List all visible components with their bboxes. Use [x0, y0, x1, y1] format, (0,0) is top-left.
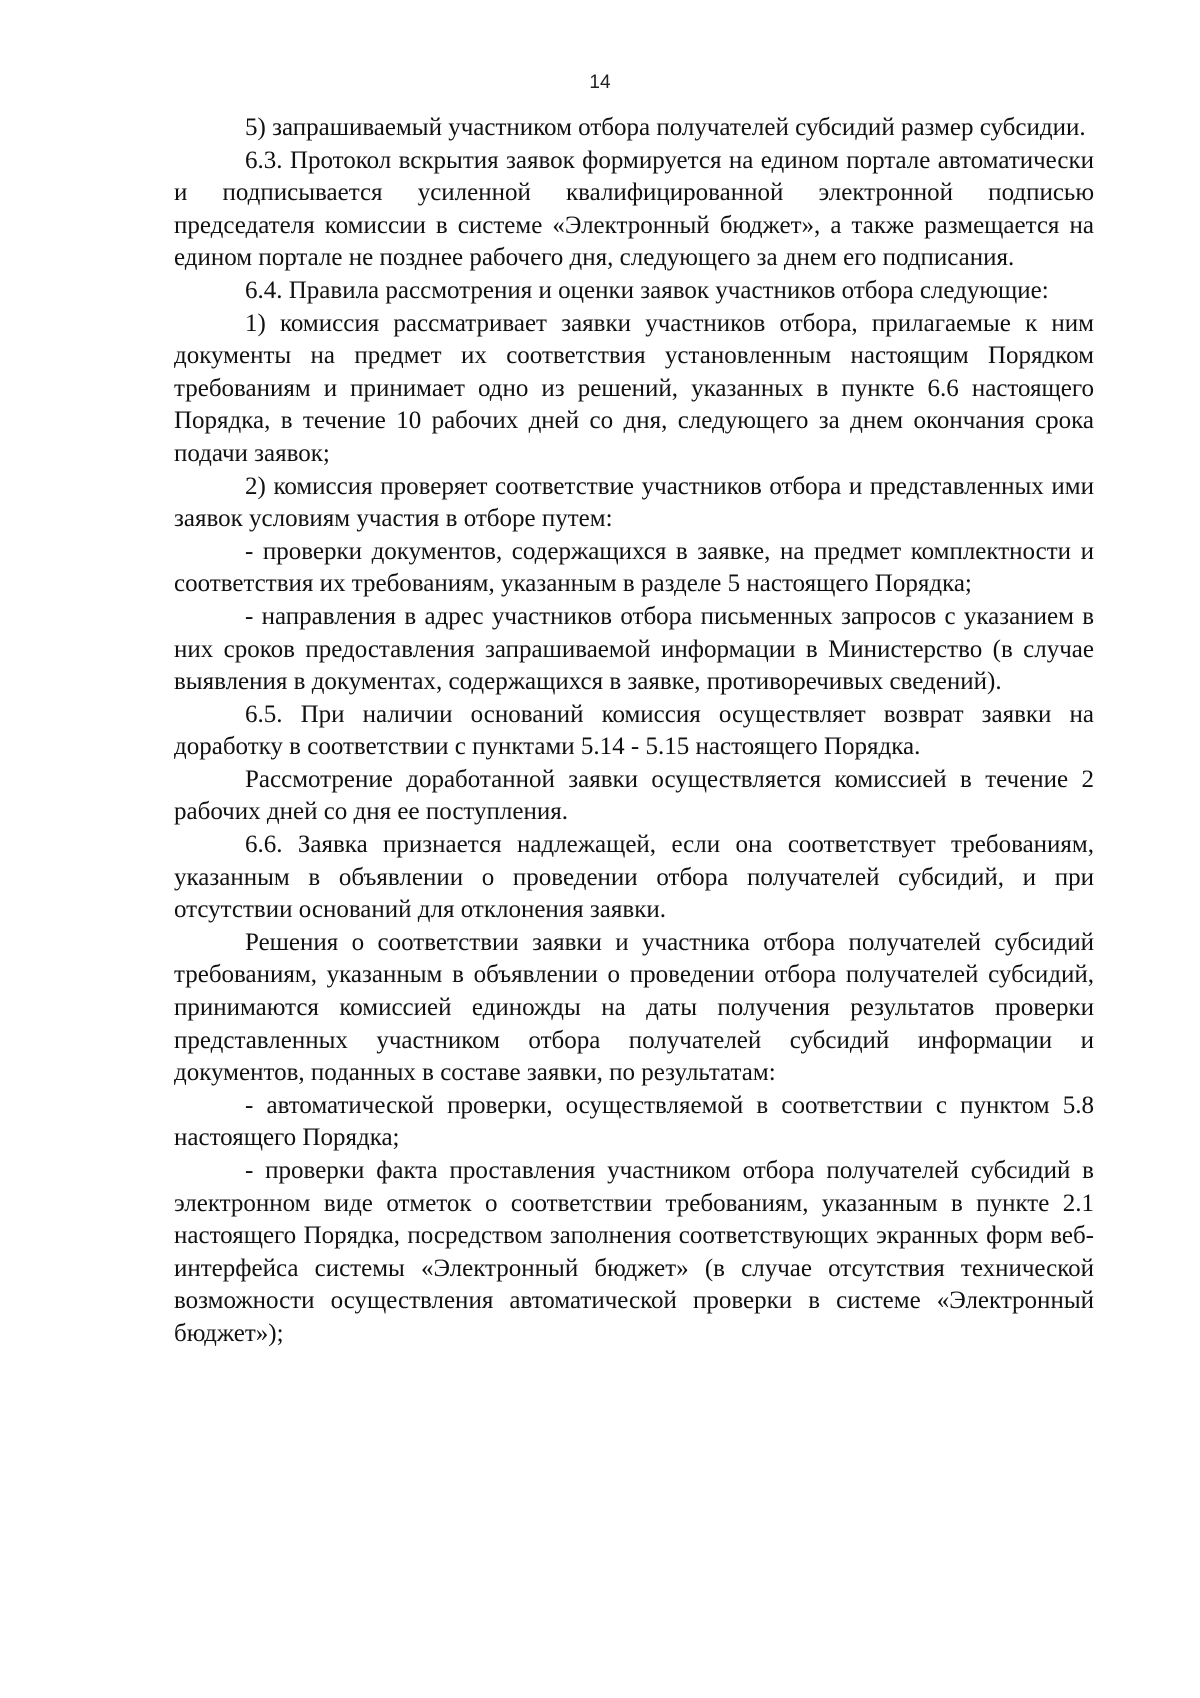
paragraph-send-requests: - направления в адрес участников отбора письменных запросов с указанием в них сроков предоставления запрашиваемой информации в Министерство (в случае выявления в документах, содержащихся в заявке, противоречивых сведений). — [174, 602, 1094, 696]
paragraph-automatic-check: - автоматической проверки, осуществляемой в соответствии с пунктом 5.8 настоящего Порядка; — [174, 1091, 1094, 1152]
paragraph-check-documents: - проверки документов, содержащихся в заявке, на предмет комплектности и соответствия их требованиям, указанным в разделе 5 настоящего Порядка; — [174, 537, 1094, 598]
paragraph-item-5-subsidy-size: 5) запрашиваемый участником отбора получателей субсидий размер субсидии. — [245, 114, 1086, 141]
page-number: 14 — [589, 72, 611, 93]
paragraph-6-5: 6.5. При наличии оснований комиссия осуществляет возврат заявки на доработку в соответствии с пунктами 5.14 - 5.15 настоящего Порядка. — [174, 700, 1094, 761]
paragraph-6-4-item-1: 1) комиссия рассматривает заявки участников отбора, прилагаемые к ним документы на предмет их соответствия установленным настоящим Порядком требованиям и принимает одно из решений, указанных в пункте 6.6 настоящего Порядка, в течение 10 рабочих дней со дня, следующего за днем окончания срока подачи заявок; — [174, 309, 1094, 467]
paragraph-marks-check: - проверки факта проставления участником отбора получателей субсидий в электронном виде отметок о соответствии требованиям, указанным в пункте 2.1 настоящего Порядка, посредством заполнения соответствующих экранных форм веб-интерфейса системы «Электронный бюджет» (в случае отсутствия технической возможности осуществления автоматической проверки в системе «Электронный бюджет»); — [174, 1157, 1094, 1347]
paragraph-6-4-item-2: 2) комиссия проверяет соответствие участников отбора и представленных ими заявок условиям участия в отборе путем: — [174, 472, 1094, 533]
paragraph-revised-review: Рассмотрение доработанной заявки осуществляется комиссией в течение 2 рабочих дней со дня ее поступления. — [174, 765, 1094, 826]
paragraph-6-6: 6.6. Заявка признается надлежащей, если она соответствует требованиям, указанным в объявлении о проведении отбора получателей субсидий, и при отсутствии оснований для отклонения заявки. — [174, 831, 1094, 924]
paragraph-6-4: 6.4. Правила рассмотрения и оценки заявок участников отбора следующие: — [245, 276, 1049, 304]
document-body — [174, 112, 1094, 1351]
paragraph-decisions: Решения о соответствии заявки и участника отбора получателей субсидий требованиям, указанным в объявлении о проведении отбора получателей субсидий, принимаются комиссией единожды на даты получения результатов проверки представленных участником отбора получателей субсидий информации и документов, поданных в составе заявки, по результатам: — [174, 928, 1094, 1087]
paragraph-6-3: 6.3. Протокол вскрытия заявок формируется на едином портале автоматически и подписывается усиленной квалифицированной электронной подписью председателя комиссии в системе «Электронный бюджет», а также размещается на едином портале не позднее рабочего дня, следующего за днем его подписания. — [174, 146, 1094, 272]
